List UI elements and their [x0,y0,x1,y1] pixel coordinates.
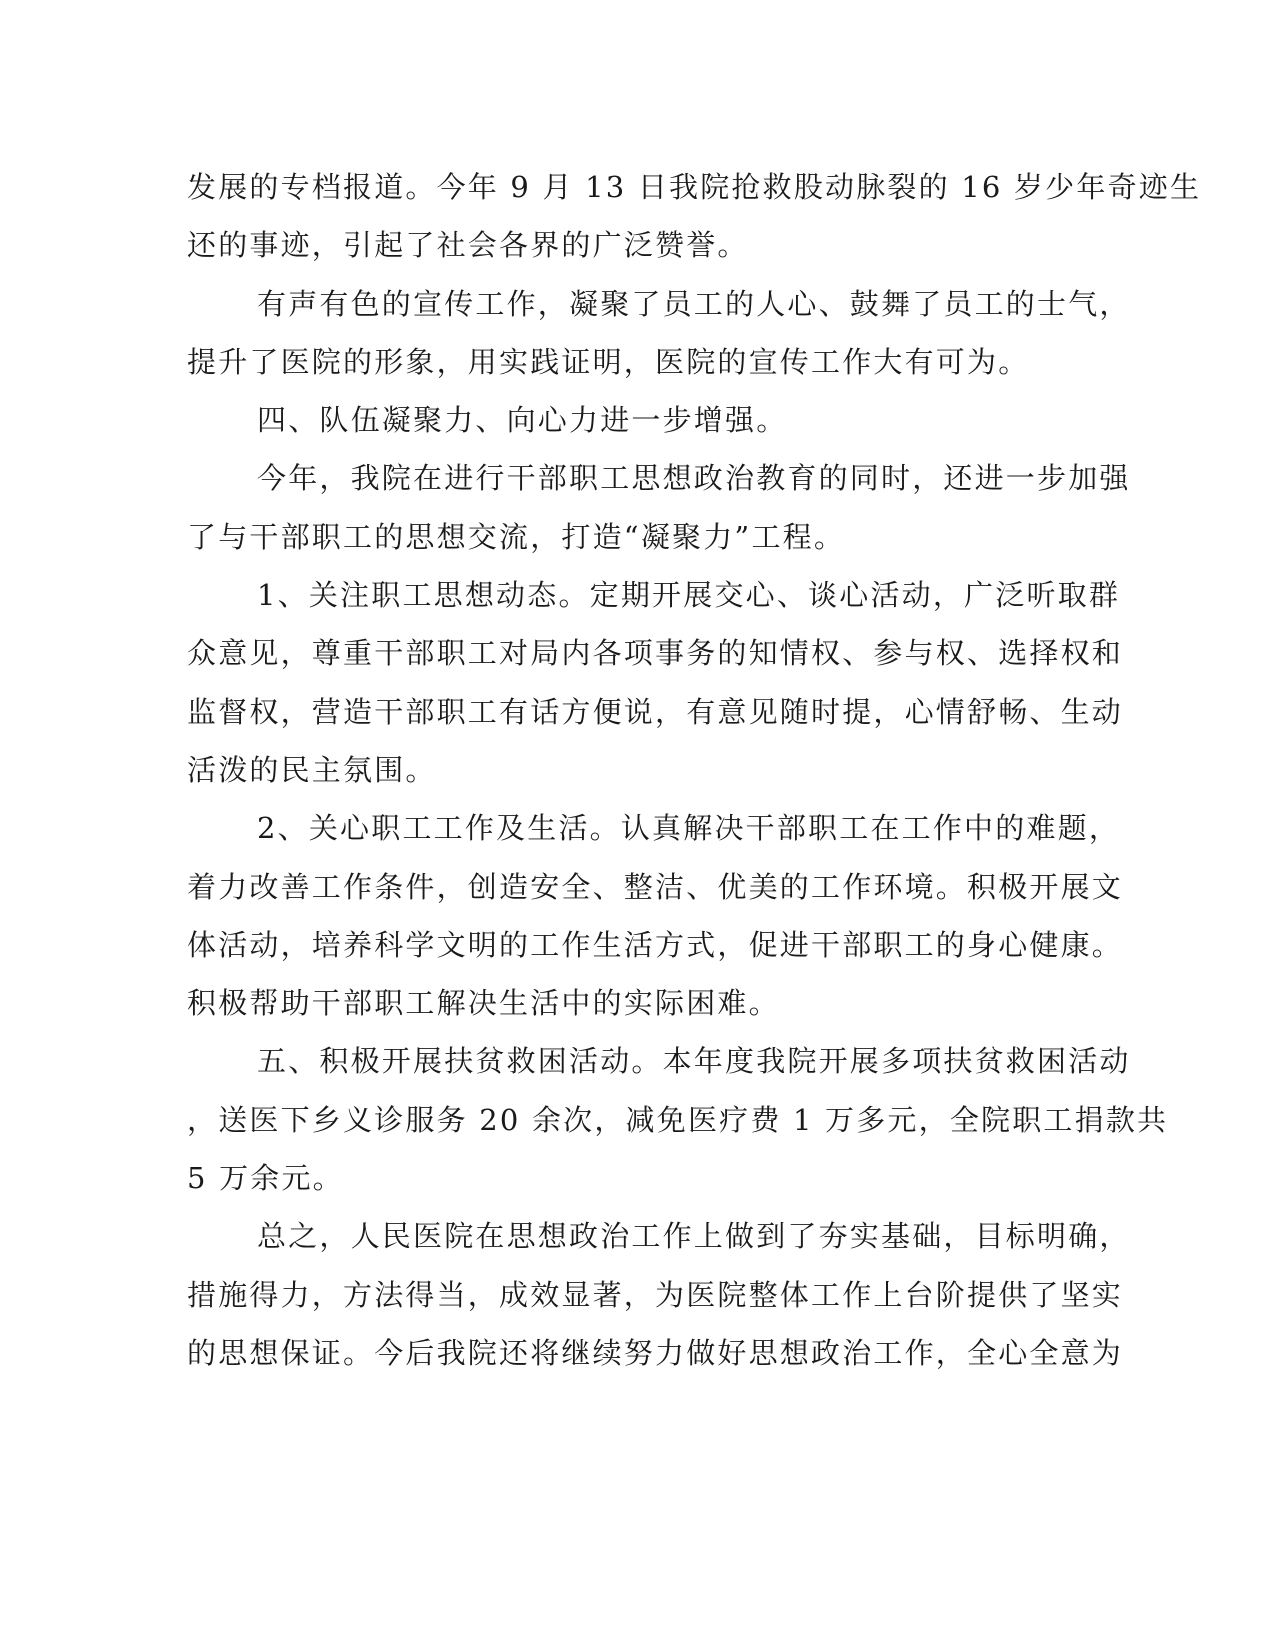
text-line: 四、队伍凝聚力、向心力进一步增强。 [257,403,788,438]
document-body [187,158,1202,1382]
list-item-1 [187,566,1124,799]
text-line: 积极帮助干部职工解决生活中的实际困难。 [187,986,780,1021]
text-line: 着力改善工作条件，创造安全、整洁、优美的工作环境。积极开展文 [187,869,1124,904]
text-line: 2、关心职工工作及生活。认真解决干部职工在工作中的难题， [257,811,1121,846]
text-line: ，送医下乡义诊服务 20 余次，减免医疗费 1 万多元，全院职工捐款共 [187,1102,1169,1137]
paragraph-1 [187,158,1202,275]
text-line: 五、积极开展扶贫救困活动。本年度我院开展多项扶贫救困活动 [257,1044,1131,1079]
text-line: 还的事迹，引起了社会各界的广泛赞誉。 [187,228,749,263]
section-heading-5 [187,1032,1169,1207]
paragraph-4 [187,449,1131,566]
text-line: 发展的专档报道。今年 9 月 13 日我院抢救股动脉裂的 16 岁少年奇迹生 [187,170,1202,204]
text-line: 1、关注职工思想动态。定期开展交心、谈心活动，广泛听取群 [257,578,1121,613]
text-line: 了与干部职工的思想交流，打造“凝聚力”工程。 [187,519,846,554]
paragraph-2 [187,275,1131,392]
text-line: 众意见，尊重干部职工对局内各项事务的知情权、参与权、选择权和 [187,636,1124,671]
text-line: 的思想保证。今后我院还将继续努力做好思想政治工作，全心全意为 [187,1335,1124,1370]
text-line: 有声有色的宣传工作，凝聚了员工的人心、鼓舞了员工的士气， [257,286,1131,321]
section-heading-4 [187,391,1077,449]
text-line: 提升了医院的形象，用实践证明，医院的宣传工作大有可为。 [187,344,1030,379]
conclusion-paragraph [187,1207,1131,1382]
text-line: 监督权，营造干部职工有话方便说，有意见随时提，心情舒畅、生动 [187,694,1124,729]
text-line: 措施得力，方法得当，成效显著，为医院整体工作上台阶提供了坚实 [187,1277,1124,1312]
list-item-2 [187,799,1124,1032]
text-line: 体活动，培养科学文明的工作生活方式，促进干部职工的身心健康。 [187,927,1124,962]
text-line: 活泼的民主氛围。 [187,752,437,787]
text-line: 5 万余元。 [187,1161,344,1196]
text-line: 总之，人民医院在思想政治工作上做到了夯实基础，目标明确， [257,1219,1131,1254]
text-line: 今年，我院在进行干部职工思想政治教育的同时，还进一步加强 [257,461,1131,496]
